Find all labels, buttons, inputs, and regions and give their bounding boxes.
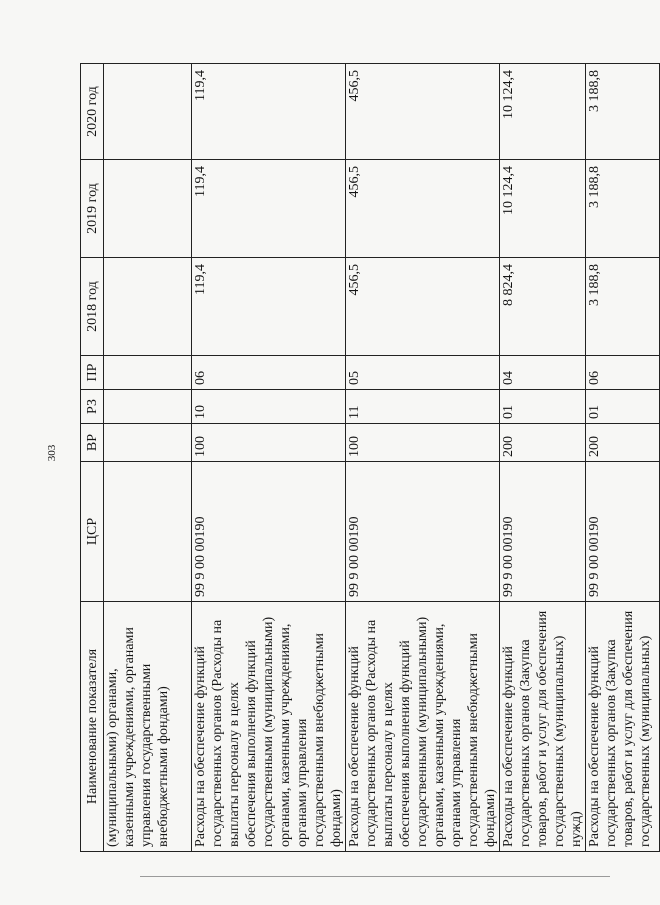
header-2018: 2018 год bbox=[81, 258, 104, 356]
row-2020 bbox=[104, 64, 192, 160]
row-csr: 99 9 00 00190 bbox=[346, 462, 500, 602]
row-vr: 100 bbox=[346, 424, 500, 462]
header-rz: РЗ bbox=[81, 390, 104, 424]
header-csr: ЦСР bbox=[81, 462, 104, 602]
row-name: Расходы на обеспечение функций государственных органов (Закупка товаров, работ и услуг для обеспечения государственных (муниципальных) bbox=[586, 602, 660, 852]
row-2018 bbox=[104, 258, 192, 356]
row-rz: 01 bbox=[586, 390, 660, 424]
page-number: 303 bbox=[46, 444, 58, 462]
row-name: Расходы на обеспечение функций государственных органов (Закупка товаров, работ и услуг для обеспечения государственных (муниципальных) нужд) bbox=[500, 602, 586, 852]
row-2020: 10 124,4 bbox=[500, 64, 586, 160]
row-2018: 119,4 bbox=[192, 258, 346, 356]
header-pr: ПР bbox=[81, 356, 104, 390]
row-name: Расходы на обеспечение функций государственных органов (Расходы на выплаты персоналу в целях обеспечения выполнения функций государственными (муниципальными) органами, казенными учреждениями, органами управления государственными внебюджетными фондами) bbox=[192, 602, 346, 852]
row-vr: 100 bbox=[192, 424, 346, 462]
row-pr bbox=[104, 356, 192, 390]
row-vr: 200 bbox=[586, 424, 660, 462]
row-2020: 119,4 bbox=[192, 64, 346, 160]
row-name: (муниципальными) органами, казенными учреждениями, органами управления государственными внебюджетными фондами) bbox=[104, 602, 192, 852]
header-name: Наименование показателя bbox=[81, 602, 104, 852]
row-pr: 05 bbox=[346, 356, 500, 390]
row-csr bbox=[104, 462, 192, 602]
row-2018: 456,5 bbox=[346, 258, 500, 356]
row-pr: 06 bbox=[192, 356, 346, 390]
table-header-row bbox=[81, 64, 104, 852]
budget-table bbox=[80, 63, 660, 852]
header-2020: 2020 год bbox=[81, 64, 104, 160]
table-row bbox=[586, 64, 660, 852]
row-csr: 99 9 00 00190 bbox=[586, 462, 660, 602]
row-rz: 10 bbox=[192, 390, 346, 424]
row-csr: 99 9 00 00190 bbox=[500, 462, 586, 602]
row-2020: 3 188,8 bbox=[586, 64, 660, 160]
row-2019: 3 188,8 bbox=[586, 160, 660, 258]
row-pr: 04 bbox=[500, 356, 586, 390]
table-row bbox=[192, 64, 346, 852]
header-vr: ВР bbox=[81, 424, 104, 462]
row-csr: 99 9 00 00190 bbox=[192, 462, 346, 602]
table-row bbox=[346, 64, 500, 852]
row-vr bbox=[104, 424, 192, 462]
row-2019: 119,4 bbox=[192, 160, 346, 258]
row-rz bbox=[104, 390, 192, 424]
table-row bbox=[500, 64, 586, 852]
row-2019: 456,5 bbox=[346, 160, 500, 258]
row-2019 bbox=[104, 160, 192, 258]
row-pr: 06 bbox=[586, 356, 660, 390]
row-2018: 8 824,4 bbox=[500, 258, 586, 356]
scan-edge-line bbox=[140, 876, 610, 877]
row-rz: 01 bbox=[500, 390, 586, 424]
row-vr: 200 bbox=[500, 424, 586, 462]
row-rz: 11 bbox=[346, 390, 500, 424]
row-2020: 456,5 bbox=[346, 64, 500, 160]
row-2019: 10 124,4 bbox=[500, 160, 586, 258]
row-2018: 3 188,8 bbox=[586, 258, 660, 356]
rotated-table-area bbox=[80, 64, 653, 852]
budget-table-sheet bbox=[80, 64, 653, 852]
header-2019: 2019 год bbox=[81, 160, 104, 258]
table-row bbox=[104, 64, 192, 852]
row-name: Расходы на обеспечение функций государственных органов (Расходы на выплаты персоналу в целях обеспечения выполнения функций государственными (муниципальными) органами, казенными учреждениями, органами управления государственными внебюджетными фондами) bbox=[346, 602, 500, 852]
